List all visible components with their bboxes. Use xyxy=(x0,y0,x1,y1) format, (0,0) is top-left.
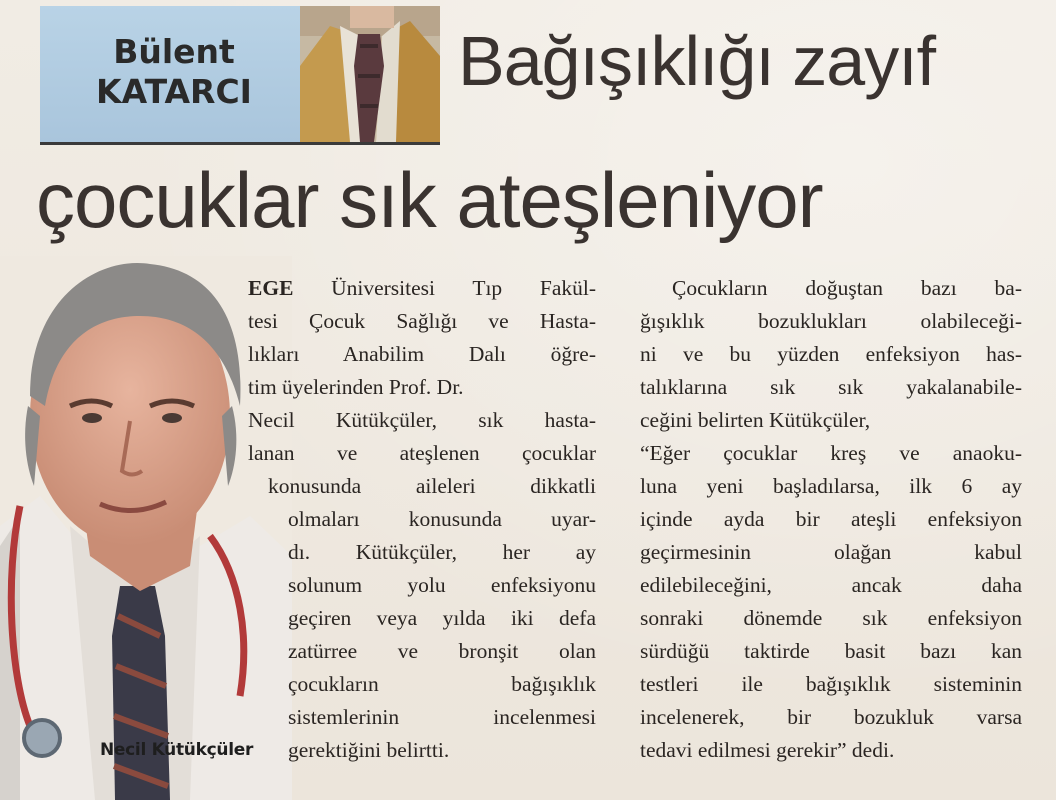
column1-line-3: tim üyelerinden Prof. Dr. xyxy=(248,375,464,399)
column2-line-0: Çocukların doğuştan bazı ba- xyxy=(672,276,1022,300)
column2-line-10: sonraki dönemde sık enfeksiyon xyxy=(640,606,1022,630)
column2-line-5: “Eğer çocuklar kreş ve anaoku- xyxy=(640,441,1022,465)
headline-line-2: çocuklar sık ateşleniyor xyxy=(36,156,823,244)
column2-line-13: incelenerek, bir bozukluk varsa xyxy=(640,705,1022,729)
column1-line-1: tesi Çocuk Sağlığı ve Hasta- xyxy=(248,309,596,333)
column2-line-12: testleri ile bağışıklık sisteminin xyxy=(640,672,1022,696)
column1-line-10: geçiren veya yılda iki defa xyxy=(288,606,596,630)
author-first-name: Bülent xyxy=(113,32,235,71)
headline-line-1: Bağışıklığı zayıf xyxy=(458,22,936,100)
article-lead: EGE xyxy=(248,276,294,300)
column2-line-3: talıklarına sık sık yakalanabile- xyxy=(640,375,1022,399)
author-box xyxy=(40,6,440,145)
column1-line-4: Necil Kütükçüler, sık hasta- xyxy=(248,408,596,432)
column1-line-5: lanan ve ateşlenen çocuklar xyxy=(248,441,596,465)
column1-line-14: gerektiğini belirtti. xyxy=(288,738,450,762)
column1-line-11: zatürree ve bronşit olan xyxy=(288,639,596,663)
column1-line-13: sistemlerinin incelenmesi xyxy=(288,705,596,729)
column1-line-0 xyxy=(248,272,596,305)
author-photo xyxy=(300,6,440,142)
column1-line-7: olmaları konusunda uyar- xyxy=(288,507,596,531)
column2-line-8: geçirmesinin olağan kabul xyxy=(640,540,1022,564)
column2-line-4: ceğini belirten Kütükçüler, xyxy=(640,408,871,432)
column2-line-14: tedavi edilmesi gerekir” dedi. xyxy=(640,738,895,762)
author-name xyxy=(64,32,284,112)
column1-line-text: Üniversitesi Tıp Fakül- xyxy=(331,276,596,300)
column2-line-1: ğışıklık bozuklukları olabileceği- xyxy=(640,309,1022,333)
column2-line-7: içinde ayda bir ateşli enfeksiyon xyxy=(640,507,1022,531)
column2-line-11: sürdüğü taktirde basit bazı kan xyxy=(640,639,1022,663)
author-last-name: KATARCI xyxy=(96,72,252,111)
column1-line-2: lıkları Anabilim Dalı öğre- xyxy=(248,342,596,366)
column1-line-8: dı. Kütükçüler, her ay xyxy=(288,540,596,564)
photo-caption: Necil Kütükçüler xyxy=(100,740,254,760)
column1-line-6: konusunda aileleri dikkatli xyxy=(268,474,596,498)
column2-line-9: edilebileceğini, ancak daha xyxy=(640,573,1022,597)
column2-line-2: ni ve bu yüzden enfeksiyon has- xyxy=(640,342,1022,366)
column1-line-9: solunum yolu enfeksiyonu xyxy=(288,573,596,597)
column1-line-12: çocukların bağışıklık xyxy=(288,672,596,696)
column2-line-6: luna yeni başladılarsa, ilk 6 ay xyxy=(640,474,1022,498)
